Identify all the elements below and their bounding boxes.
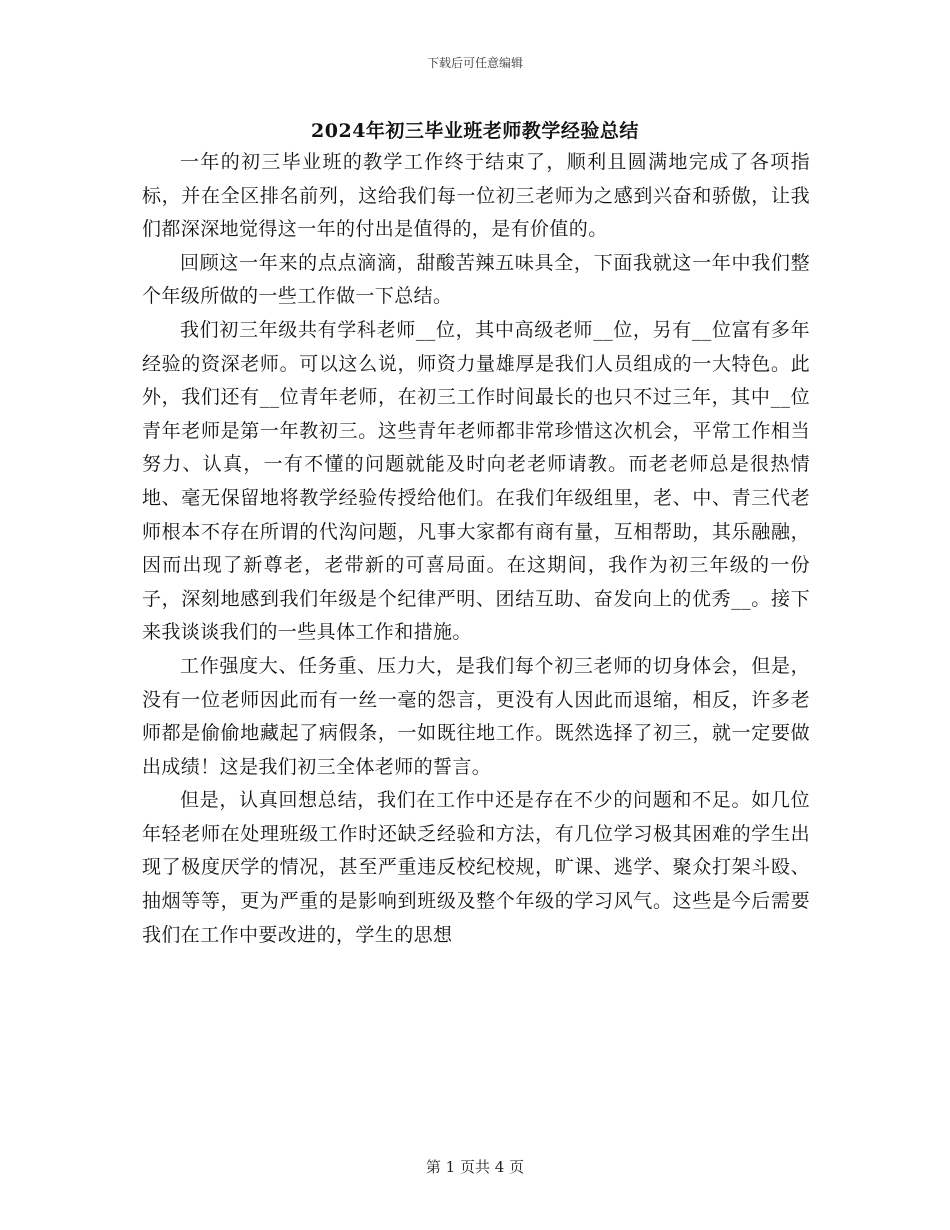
header-note: 下载后可任意编辑 <box>426 56 523 70</box>
paragraph-4: 工作强度大、任务重、压力大，是我们每个初三老师的切身体会，但是，没有一位老师因此而有一丝一毫的怨言，更没有人因此而退缩，相反，许多老师都是偷偷地藏起了病假条，一如既往地工作。既然选择了初三，就一定要做出成绩！这是我们初三全体老师的誓言。 <box>142 654 810 778</box>
paragraph-1: 一年的初三毕业班的教学工作终于结束了，顺利且圆满地完成了各项指标，并在全区排名前列，这给我们每一位初三老师为之感到兴奋和骄傲，让我们都深深地觉得这一年的付出是值得的，是有价值的。 <box>142 151 810 241</box>
paragraph-5: 但是，认真回想总结，我们在工作中还是存在不少的问题和不足。如几位年轻老师在处理班级工作时还缺乏经验和方法，有几位学习极其困难的学生出现了极度厌学的情况，甚至严重违反校纪校规，旷课、逃学、聚众打架斗殴、抽烟等等，更为严重的是影响到班级及整个年级的学习风气。这些是今后需要我们在工作中要改进的，学生的思想 <box>142 789 810 946</box>
paragraph-2: 回顾这一年来的点点滴滴，甜酸苦辣五味具全，下面我就这一年中我们整个年级所做的一些工作做一下总结。 <box>142 251 810 308</box>
paragraph-3: 我们初三年级共有学科老师__位，其中高级老师__位，另有__位富有多年经验的资深老师。可以这么说，师资力量雄厚是我们人员组成的一大特色。此外，我们还有__位青年老师，在初三工作时间最长的也只不过三年，其中__位青年老师是第一年教初三。这些青年老师都非常珍惜这次机会，平常工作相当努力、认真，一有不懂的问题就能及时向老老师请教。而老老师总是很热情地、毫无保留地将教学经验传授给他们。在我们年级组里，老、中、青三代老师根本不存在所谓的代沟问题，凡事大家都有商有量，互相帮助，其乐融融，因而出现了新尊老，老带新的可喜局面。在这期间，我作为初三年级的一份子，深刻地感到我们年级是个纪律严明、团结互助、奋发向上的优秀__。接下来我谈谈我们的一些具体工作和措施。 <box>142 318 810 644</box>
page-number: 第 1 页共 4 页 <box>425 1158 525 1176</box>
document-body <box>142 146 810 952</box>
document-title: 2024年初三毕业班老师教学经验总结 <box>311 120 639 142</box>
